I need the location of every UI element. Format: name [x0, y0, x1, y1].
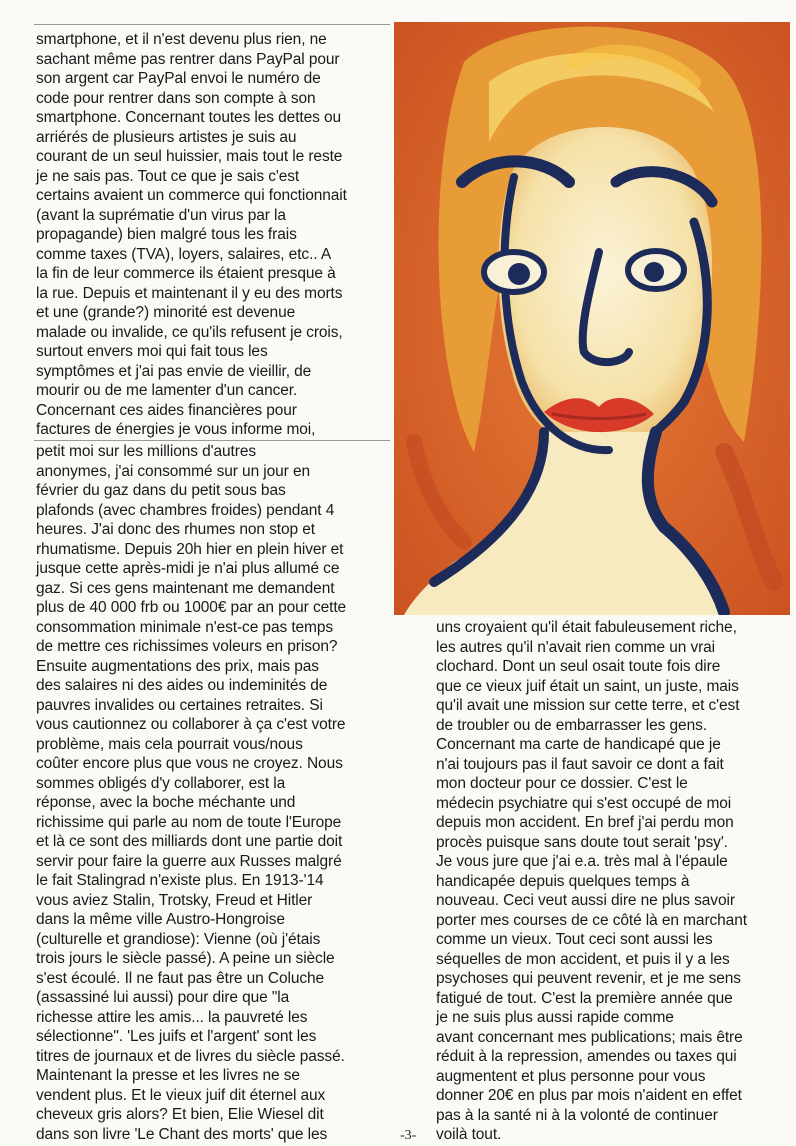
portrait-painting — [394, 22, 790, 615]
clipping-edge-top — [34, 24, 390, 25]
page-number: -3- — [400, 1128, 417, 1143]
article-column-left-top: smartphone, et il n'est devenu plus rien, ne sachant même pas rentrer dans PayPal pour son argent car PayPal envoi le numéro de code pour rentrer dans son compte à son smartphone. Concernant toutes les dettes ou arriérés de plusieurs artistes je suis au courant de un seul huissier, mais tout le reste je ne sais pas. Tout ce que je sais c'est certains avaient un commerce qui fonctionnait (avant la suprématie d'un virus par la propagande) bien malgré tous les frais comme taxes (TVA), loyers, salaires, etc.. A la fin de leur commerce ils étaient presque à la rue. Depuis et maintenant il y eu des morts et une (grande?) minorité est devenue malade ou invalide, ce qu'ils refusent je crois, surtout envers moi qui fait tous les symptômes et j'ai pas envie de vieillir, de mourir ou de me lamenter d'un cancer. Concernant ces aides financières pour factures de énergies je vous informe moi, — [36, 31, 347, 438]
article-column-left-bottom: petit moi sur les millions d'autres anonymes, j'ai consommé sur un jour en février du gaz dans du petit sous bas plafonds (avec chambres froides) pendant 4 heures. J'ai donc des rhumes non stop et rhumatisme. Depuis 20h hier en plein hiver et jusque cette après-midi je n'ai plus allumé ce gaz. Si ces gens maintenant me demandent plus de 40 000 frb ou 1000€ par an pour cette consommation minimale n'est-ce pas temps de mettre ces richissimes voleurs en prison? Ensuite augmentations des prix, mais pas des salaires ni des aides ou indeminités de pauvres invalides ou certaines retraites. Si vous cautionnez ou collaborer à ça c'est votre problème, mais cela pourrait vous/nous coûter encore plus que vous ne croyez. Nous sommes obligés d'y collaborer, est la réponse, avec la boche méchante und richissime qui parle au nom de toute l'Europe et là ce sont des milliards dont une partie doit servir pour faire la guerre aux Russes malgré le fait Stalingrad n'existe plus. En 1913-'14 vous aviez Stalin, Trotsky, Freud et Hitler dans la même ville Austro-Hongroise (culturelle et grandiose): Vienne (où j'étais trois jours le siècle passé). A peine un siècle s'est écoulé. Il ne faut pas être un Coluche (assassiné lui aussi) pour dire que "la richesse attire les amis... la pauvreté les sélectionne". 'Les juifs et l'argent' sont les titres de journaux et de livres du siècle passé. Maintenant la presse et les livres ne se vendent plus. Et le vieux juif dit éternel aux cheveux gris alors? Et bien, Elie Wiesel dit dans son livre 'Le Chant des morts' que les — [36, 443, 347, 1143]
clipping-edge-middle — [34, 440, 390, 441]
article-column-right: uns croyaient qu'il était fabuleusement riche, les autres qu'il n'avait rien comme un vrai clochard. Dont un seul osait toute fois dire que ce vieux juif était un saint, un juste, mais qu'il avait une mission sur cette terre, et c'est de troubler ou de embarrasser les gens. Concernant ma carte de handicapé que je n'ai toujours pas il faut savoir ce dont a fait mon docteur pour ce dossier. C'est le médecin psychiatre qui s'est occupé de moi depuis mon accident. En bref j'ai perdu mon procès puisque sans doute tout serait 'psy'. Je vous jure que j'ai e.a. très mal à l'épaule handicapée depuis quelques temps à nouveau. Ceci veut aussi dire ne plus savoir porter mes courses de ce côté là en marchant comme un vieux. Tout ceci sont aussi les séquelles de mon accident, et puis il y a les psychoses qui peuvent revenir, et je me sens fatigué de tout. C'est la première année que je ne suis plus aussi rapide comme avant concernant mes publications; mais être réduit à la repression, amendes ou taxes qui augmentent et plus personne pour vous donner 20€ en plus par mois n'aident en effet pas à la santé ni à la volonté de continuer voilà tout. — [436, 619, 747, 1143]
